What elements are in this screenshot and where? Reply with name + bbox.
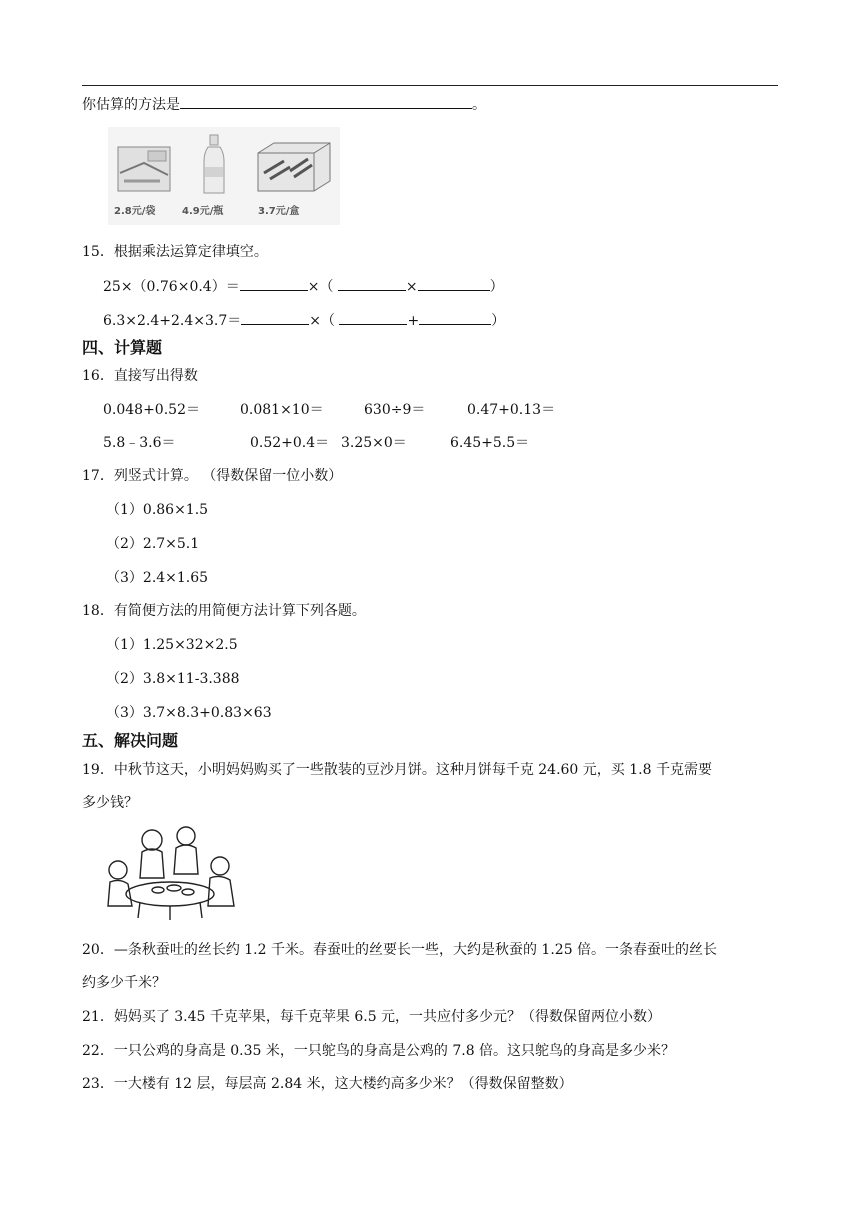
plus-sign: +: [407, 313, 420, 329]
q18-item: （1）1.25×32×2.5: [106, 637, 238, 653]
close-paren: ）: [491, 313, 506, 329]
bag-icon: [114, 133, 176, 195]
q18-item: （2）3.8×11-3.388: [106, 671, 240, 687]
q20-line1: 20．—条秋蚕吐的丝长约 1.2 千米。春蚕吐的丝要长一些，大约是秋蚕的 1.25 倍。一条春蚕吐的丝长: [82, 942, 718, 958]
q17-item: （1）0.86×1.5: [106, 502, 209, 518]
q20-line2: 约多少千米？: [82, 975, 166, 991]
q17-item: （2）2.7×5.1: [106, 536, 200, 552]
answer-blank[interactable]: [338, 276, 406, 291]
q15-line2: [103, 310, 505, 331]
q15-line2-expr: 6.3×2.4+2.4×3.7＝: [103, 313, 242, 329]
q18-stem: 18．有简便方法的用简便方法计算下列各题。: [82, 603, 366, 619]
bag-price: 2.8元/袋: [114, 206, 156, 217]
answer-blank[interactable]: [339, 310, 407, 325]
calc-item: 0.048+0.52＝: [103, 402, 200, 418]
box-icon: [254, 133, 334, 195]
calc-item: 6.45+5.5＝: [450, 435, 530, 451]
close-paren: ）: [489, 279, 504, 295]
calc-item: 0.47+0.13＝: [467, 402, 556, 418]
calc-item: 0.52+0.4＝: [250, 435, 330, 451]
calc-item: 3.25×0＝: [341, 435, 407, 451]
q18-item: （3）3.7×8.3+0.83×63: [106, 705, 272, 721]
times-sign: ×: [405, 279, 418, 295]
product-price-image: [108, 127, 340, 225]
q23-text: 23．一大楼有 12 层，每层高 2.84 米，这大楼约高多少米？（得数保留整数）: [82, 1076, 573, 1092]
bottle-icon: [200, 133, 228, 195]
calc-item: 630÷9＝: [364, 402, 426, 418]
q22-text: 22．一只公鸡的身高是 0.35 米，一只鸵鸟的身高是公鸡的 7.8 倍。这只鸵鸟的身高是多少米？: [82, 1043, 676, 1059]
family-mooncake-illustration: [100, 822, 240, 922]
estimate-prefix: 你估算的方法是: [82, 97, 180, 113]
answer-blank[interactable]: [180, 94, 472, 109]
times-open: ×（: [307, 279, 334, 295]
q21-text: 21．妈妈买了 3.45 千克苹果，每千克苹果 6.5 元，一共应付多少元？（得数保留两位小数）: [82, 1009, 662, 1025]
top-divider: [82, 85, 778, 86]
q15-stem: 15．根据乘法运算定律填空。: [82, 244, 268, 260]
calc-item: 0.081×10＝: [240, 402, 324, 418]
estimate-suffix: 。: [472, 97, 486, 113]
q15-line1: [103, 276, 504, 297]
answer-blank[interactable]: [419, 310, 491, 325]
box-price: 3.7元/盒: [258, 206, 300, 217]
q19-line2: 多少钱？: [82, 795, 138, 811]
bottle-price: 4.9元/瓶: [182, 206, 224, 217]
answer-blank[interactable]: [240, 276, 308, 291]
answer-blank[interactable]: [241, 310, 309, 325]
calc-item: 5.8﹣3.6＝: [103, 435, 176, 451]
q17-item: （3）2.4×1.65: [106, 570, 209, 586]
q19-line1: 19．中秋节这天，小明妈妈购买了一些散装的豆沙月饼。这种月饼每千克 24.60 元，买 1.8 千克需要: [82, 762, 712, 778]
section-five-title: 五、解决问题: [82, 731, 179, 750]
q15-line1-expr: 25×（0.76×0.4）＝: [103, 279, 240, 295]
q17-stem: 17．列竖式计算。 （得数保留一位小数）: [82, 468, 343, 484]
estimate-method-line: [82, 94, 486, 115]
answer-blank[interactable]: [418, 276, 490, 291]
section-four-title: 四、计算题: [82, 338, 163, 357]
times-open: ×（: [309, 313, 335, 329]
q16-stem: 16．直接写出得数: [82, 368, 198, 384]
